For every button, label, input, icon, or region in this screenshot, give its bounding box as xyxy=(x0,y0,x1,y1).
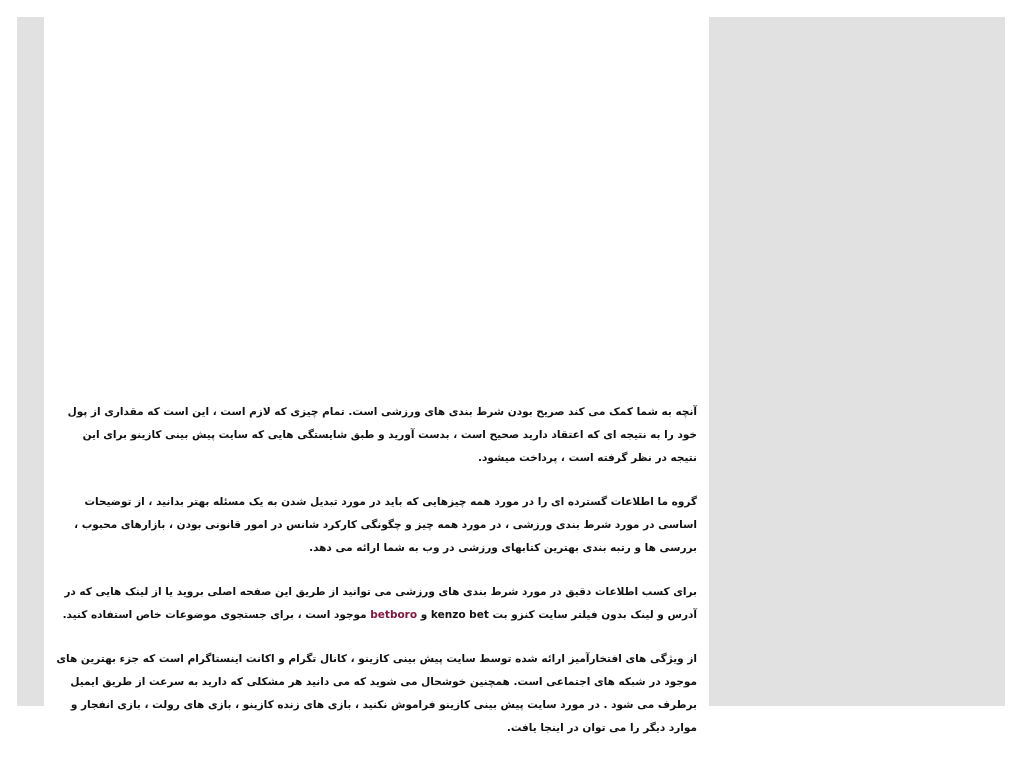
kenzo-bet-link[interactable]: kenzo bet xyxy=(430,609,489,621)
right-sidebar xyxy=(709,17,1005,706)
paragraph-1: آنچه به شما کمک می کند صریح بودن شرط بندی های ورزشی است. تمام چیزی که لازم است ، این است که مقداری از پول خود را به نتیجه ای که اعتقاد دارید صحیح است ، بدست آورید و طبق شایستگی هایی که سایت پیش بینی کازینو برای این نتیجه در نظر گرفته است ، پرداخت میشود. xyxy=(67,406,697,464)
paragraph-3-conjunction: و xyxy=(417,609,431,621)
paragraph-4: از ویژگی های افتخارآمیز ارائه شده توسط سایت پیش بینی کازینو ، کانال تگرام و اکانت اینستاگرام است که جزء بهترین های موجود در شبکه های اجتماعی است. همچنین خوشحال می شوید که می دانید هر مشکلی که دارید به سرعت از طریق ایمیل برطرف می شود . در مورد سایت پیش بینی کازینو فراموش نکنید ، بازی های زنده کازینو ، بازی های رولت ، بازی انفجار و موارد دیگر را می توان در اینجا یافت. xyxy=(56,653,697,734)
betboro-link[interactable]: betboro xyxy=(370,609,418,621)
article-body xyxy=(54,401,697,761)
paragraph-3 xyxy=(54,581,697,627)
left-gutter xyxy=(17,17,44,706)
paragraph-3-text-start: برای کسب اطلاعات دقیق در مورد شرط بندی های ورزشی می توانید از طریق این صفحه اصلی بروید یا از لینک هایی که در آدرس و لینک بدون فیلتر سایت کنزو بت xyxy=(64,586,697,621)
paragraph-2: گروه ما اطلاعات گسترده ای را در مورد همه چیزهایی که باید در مورد تبدیل شدن به یک مسئله بهتر بدانید ، از توضیحات اساسی در مورد شرط بندی ورزشی ، در مورد همه چیز و چگونگی کارکرد شانس در امور قانونی بودن ، بازارهای محبوب ، بررسی ها و رتبه بندی بهترین کتابهای ورزشی در وب به شما ارائه می دهد. xyxy=(74,496,697,554)
paragraph-3-text-end: موجود است ، برای جستجوی موضوعات خاص استفاده کنید. xyxy=(62,609,371,621)
